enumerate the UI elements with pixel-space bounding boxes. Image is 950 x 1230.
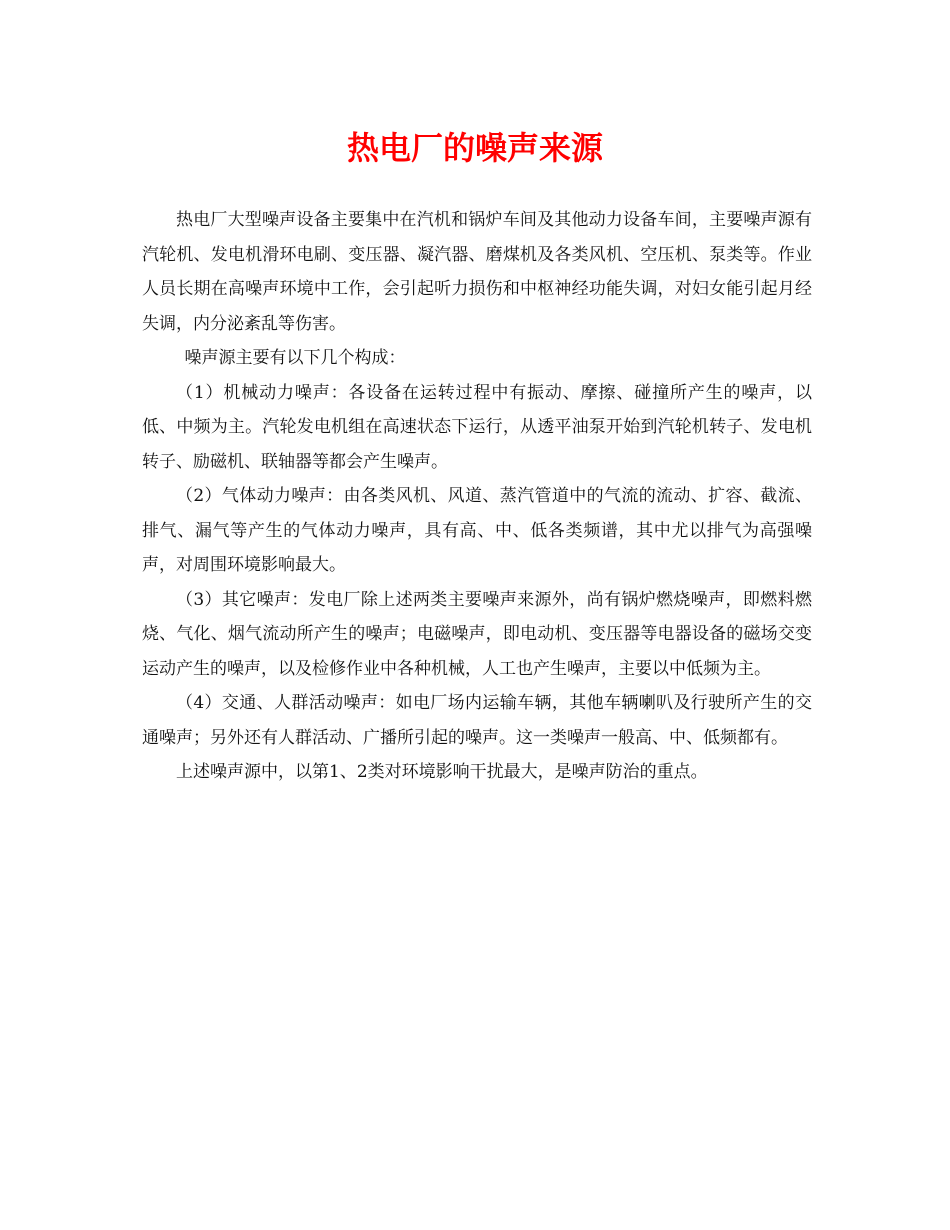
page-title: 热电厂的噪声来源 [346, 129, 603, 167]
paragraph-sources-heading: 噪声源主要有以下几个构成： [184, 348, 406, 368]
document-body [142, 203, 812, 790]
paragraph-intro: 热电厂大型噪声设备主要集中在汽机和锅炉车间及其他动力设备车间，主要噪声源有汽轮机、发电机滑环电刷、变压器、凝汽器、磨煤机及各类风机、空压机、泵类等。作业人员长期在高噪声环境中工作，会引起听力损伤和中枢神经功能失调，对妇女能引起月经失调，内分泌紊乱等伤害。 [142, 210, 812, 334]
paragraph-gas-dynamic-noise: （2）气体动力噪声：由各类风机、风道、蒸汽管道中的气流的流动、扩容、截流、排气、漏气等产生的气体动力噪声，具有高、中、低各类频谱，其中尤以排气为高强噪声，对周围环境影响最大。 [142, 486, 812, 575]
paragraph-other-noise: （3）其它噪声：发电厂除上述两类主要噪声来源外，尚有锅炉燃烧噪声，即燃料燃烧、气化、烟气流动所产生的噪声；电磁噪声，即电动机、变压器等电器设备的磁场交变运动产生的噪声，以及检修作业中各种机械，人工也产生噪声，主要以中低频为主。 [142, 589, 812, 679]
paragraph-mechanical-noise: （1）机械动力噪声：各设备在运转过程中有振动、摩擦、碰撞所产生的噪声，以低、中频为主。汽轮发电机组在高速状态下运行，从透平油泵开始到汽轮机转子、发电机转子、励磁机、联轴器等都会产生噪声。 [142, 382, 812, 472]
paragraph-conclusion: 上述噪声源中，以第1、2类对环境影响干扰最大，是噪声防治的重点。 [176, 762, 708, 782]
paragraph-traffic-crowd-noise: （4）交通、人群活动噪声：如电厂场内运输车辆，其他车辆喇叭及行驶所产生的交通噪声；另外还有人群活动、广播所引起的噪声。这一类噪声一般高、中、低频都有。 [142, 693, 812, 748]
